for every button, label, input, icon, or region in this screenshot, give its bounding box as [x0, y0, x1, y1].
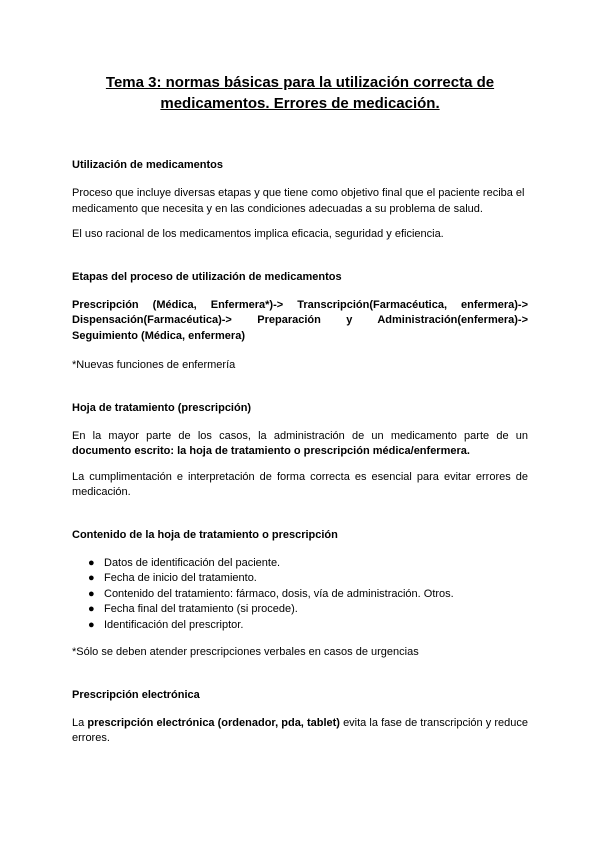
section-heading: Utilización de medicamentos	[72, 159, 223, 171]
section-utilizacion	[72, 158, 528, 243]
list-item	[88, 587, 528, 603]
list-item-text: Contenido del tratamiento: fármaco, dosis, vía de administración. Otros.	[104, 587, 454, 600]
paragraph: La cumplimentación e interpretación de forma correcta es esencial para evitar errores de medicación.	[72, 470, 528, 498]
section-heading: Prescripción electrónica	[72, 688, 200, 701]
paragraph-bold-text: prescripción electrónica (ordenador, pda, tablet)	[87, 716, 340, 729]
paragraph-text: evita la fase de transcripción y reduce errores.	[72, 716, 528, 744]
list-item	[88, 556, 528, 572]
page-title	[72, 72, 528, 114]
list-item-text: Identificación del prescriptor.	[104, 618, 244, 631]
section-heading: Hoja de tratamiento (prescripción)	[72, 401, 252, 414]
section-prescripcion-electronica	[72, 688, 528, 747]
paragraph: El uso racional de los medicamentos implica eficacia, seguridad y eficiencia.	[72, 228, 444, 240]
title-line-1: Tema 3: normas básicas para la utilización correcta de	[105, 74, 495, 91]
paragraph	[72, 716, 528, 747]
footnote: *Nuevas funciones de enfermería	[72, 359, 236, 371]
section-heading: Etapas del proceso de utilización de medicamentos	[72, 270, 342, 283]
section-contenido-hoja	[72, 528, 528, 661]
title-line-2: medicamentos. Errores de medicación.	[160, 95, 440, 112]
content-list	[72, 556, 528, 634]
section-heading: Contenido de la hoja de tratamiento o prescripción	[72, 528, 338, 541]
list-item-text: Fecha final del tratamiento (si procede).	[104, 603, 298, 615]
list-item-text: Fecha de inicio del tratamiento.	[104, 572, 257, 584]
paragraph-text: La	[72, 716, 88, 729]
section-hoja-tratamiento	[72, 401, 528, 501]
paragraph: Proceso que incluye diversas etapas y que tiene como objetivo final que el paciente reciba el medicamento que necesita y en las condiciones adecuadas a su problema de salud.	[72, 187, 525, 215]
list-item	[88, 618, 528, 634]
paragraph-text: En la mayor parte de los casos, la administración de un medicamento parte de un	[72, 429, 528, 442]
bullet-icon: ●	[88, 618, 95, 631]
footnote: *Sólo se deben atender prescripciones verbales en casos de urgencias	[72, 646, 419, 658]
paragraph	[72, 429, 528, 460]
bullet-icon: ●	[88, 603, 95, 615]
paragraph-bold-text: documento escrito: la hoja de tratamiento o prescripción médica/enfermera.	[72, 445, 470, 457]
list-item	[88, 602, 528, 618]
bullet-icon: ●	[88, 572, 95, 584]
bullet-icon: ●	[88, 587, 95, 600]
bullet-icon: ●	[88, 556, 95, 569]
list-item-text: Datos de identificación del paciente.	[104, 556, 281, 569]
list-item	[88, 571, 528, 587]
process-flow: Prescripción (Médica, Enfermera*)-> Transcripción(Farmacéutica, enfermera)-> Dispensación(Farmacéutica)-> Preparación y Administración(enfermera)-> Seguimiento (Médica, enfermera)	[72, 298, 528, 342]
section-etapas	[72, 270, 528, 374]
